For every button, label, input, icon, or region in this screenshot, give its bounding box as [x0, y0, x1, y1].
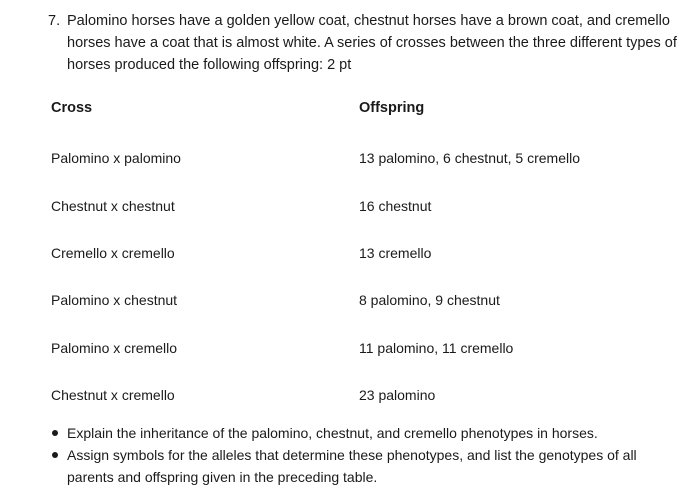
cross-cell: Palomino x chestnut — [51, 292, 178, 308]
table-row — [0, 387, 700, 407]
table-row — [0, 150, 700, 170]
bullet-icon — [52, 452, 58, 458]
cross-cell: Chestnut x chestnut — [51, 198, 175, 214]
list-item — [48, 422, 678, 444]
table-row — [0, 340, 700, 360]
offspring-cell: 8 palomino, 9 chestnut — [359, 292, 500, 308]
offspring-cell: 23 palomino — [359, 387, 436, 403]
offspring-cell: 13 cremello — [359, 245, 432, 261]
table-row — [0, 198, 700, 218]
list-item — [48, 444, 678, 488]
list-item-text: Explain the inheritance of the palomino, chestnut, and cremello phenotypes in horses. — [67, 425, 598, 441]
question-number: 7. — [48, 13, 61, 29]
table-row — [0, 292, 700, 312]
instruction-list — [48, 422, 678, 488]
header-cross: Cross — [51, 100, 93, 116]
header-offspring: Offspring — [359, 100, 425, 116]
question-text: Palomino horses have a golden yellow coat, chestnut horses have a brown coat, and cremello horses have a coat that is almost white. A series of crosses between the three different types of horses produced the following offspring: 2 pt — [67, 13, 677, 73]
cross-cell: Palomino x cremello — [51, 340, 178, 356]
offspring-cell: 11 palomino, 11 cremello — [359, 340, 514, 356]
question-block — [48, 10, 678, 76]
cross-cell: Palomino x palomino — [51, 150, 181, 166]
cross-cell: Chestnut x cremello — [51, 387, 175, 403]
bullet-icon — [52, 430, 58, 436]
table-row — [0, 245, 700, 265]
offspring-cell: 16 chestnut — [359, 198, 432, 214]
offspring-cell: 13 palomino, 6 chestnut, 5 cremello — [359, 150, 581, 166]
cross-cell: Cremello x cremello — [51, 245, 175, 261]
list-item-text: Assign symbols for the alleles that determine these phenotypes, and list the genotypes of all parents and offspring given in the preceding table. — [67, 447, 637, 485]
